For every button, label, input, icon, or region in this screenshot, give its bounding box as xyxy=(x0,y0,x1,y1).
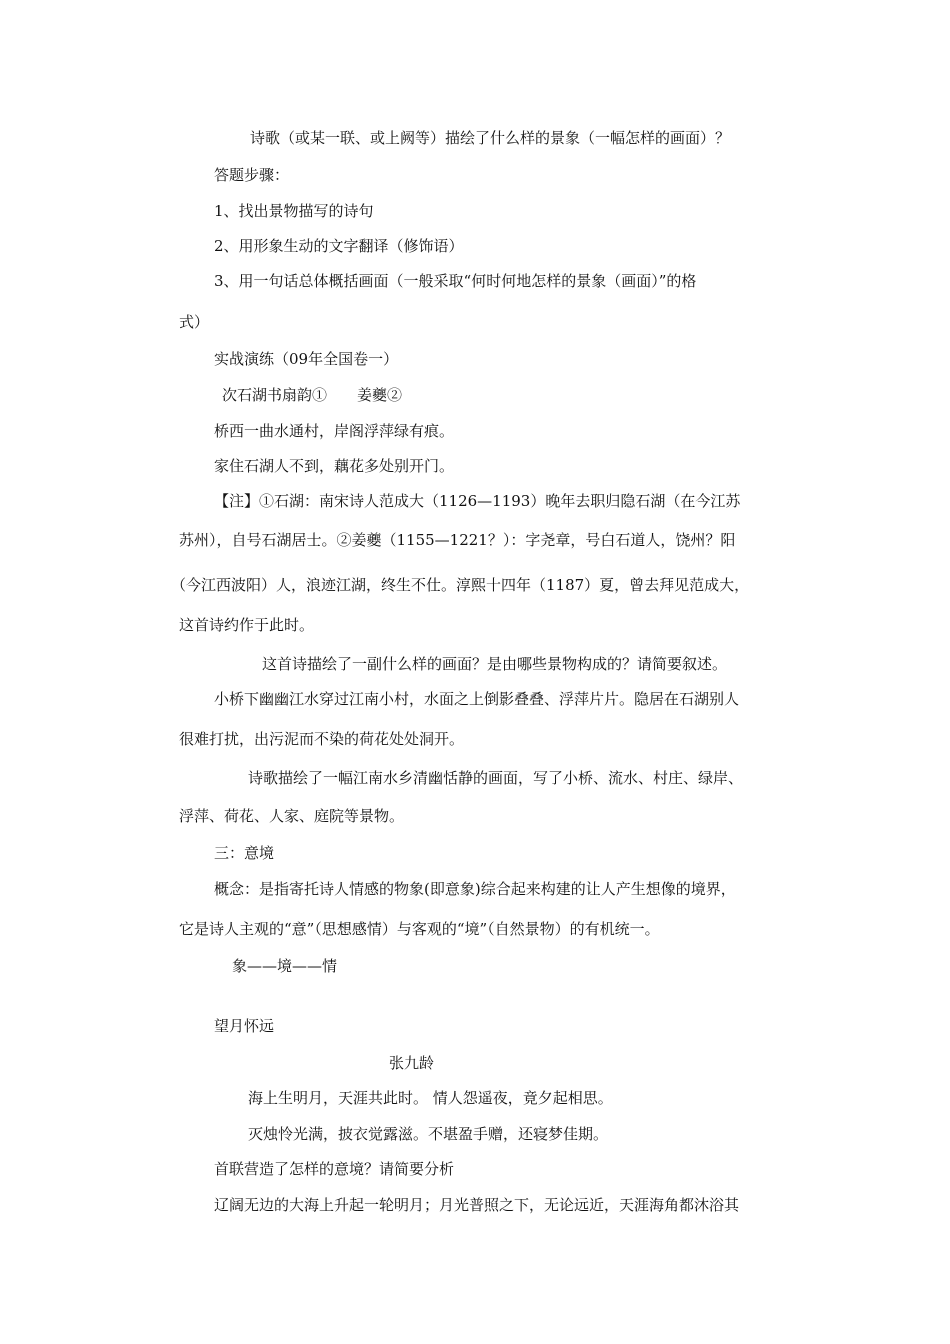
text-line: 张九龄 xyxy=(389,1054,435,1072)
text-line: 象——境——情 xyxy=(232,957,338,975)
text-line: 海上生明月，天涯共此时。 情人怨遥夜，竟夕起相思。 xyxy=(248,1089,613,1107)
text-line: 灭烛怜光满，披衣觉露滋。不堪盈手赠，还寝梦佳期。 xyxy=(248,1125,609,1143)
text-line: 三：意境 xyxy=(214,844,275,862)
text-line: 望月怀远 xyxy=(214,1017,275,1035)
text-line: 2、用形象生动的文字翻译（修饰语） xyxy=(214,237,464,255)
text-line: 家住石湖人不到，藕花多处别开门。 xyxy=(214,457,455,475)
text-line: 很难打扰，出污泥而不染的荷花处处洞开。 xyxy=(179,730,465,748)
text-line: 诗歌（或某一联、或上阙等）描绘了什么样的景象（一幅怎样的画面）？ xyxy=(250,129,731,147)
text-line: 小桥下幽幽江水穿过江南小村，水面之上倒影叠叠、浮萍片片。隐居在石湖别人 xyxy=(214,690,740,708)
text-line: 苏州），自号石湖居士。②姜夔（1155—1221？）：字尧章，号白石道人，饶州？阳 xyxy=(179,531,736,549)
text-line: 答题步骤： xyxy=(214,166,290,184)
text-line: 这首诗描绘了一副什么样的画面？是由哪些景物构成的？请简要叙述。 xyxy=(262,655,728,673)
text-line: 次石湖书扇韵① 姜夔② xyxy=(222,386,403,404)
text-line: 3、用一句话总体概括画面（一般采取“何时何地怎样的景象（画面）”的格 xyxy=(214,272,697,290)
text-line: 诗歌描绘了一幅江南水乡清幽恬静的画面，写了小桥、流水、村庄、绿岸、 xyxy=(248,769,744,787)
text-line: 首联营造了怎样的意境？请简要分析 xyxy=(214,1160,455,1178)
text-line: 浮萍、荷花、人家、庭院等景物。 xyxy=(179,807,405,825)
text-line: （今江西波阳）人，浪迹江湖，终生不仕。淳熙十四年（1187）夏，曾去拜见范成大， xyxy=(171,576,750,594)
text-line: 概念：是指寄托诗人情感的物象(即意象)综合起来构建的让人产生想像的境界， xyxy=(214,880,736,898)
text-line: 实战演练（09年全国卷一） xyxy=(214,350,399,368)
text-line: 式） xyxy=(179,313,210,331)
text-line: 辽阔无边的大海上升起一轮明月；月光普照之下，无论远近，天涯海角都沐浴其 xyxy=(214,1196,740,1214)
text-line: 【注】①石湖：南宋诗人范成大（1126—1193）晚年去职归隐石湖（在今江苏 xyxy=(214,492,741,510)
text-line: 这首诗约作于此时。 xyxy=(179,616,315,634)
text-line: 它是诗人主观的“意”（思想感情）与客观的“境”（自然景物）的有机统一。 xyxy=(179,920,660,938)
text-line: 1、找出景物描写的诗句 xyxy=(214,202,374,220)
text-line: 桥西一曲水通村，岸阁浮萍绿有痕。 xyxy=(214,422,455,440)
